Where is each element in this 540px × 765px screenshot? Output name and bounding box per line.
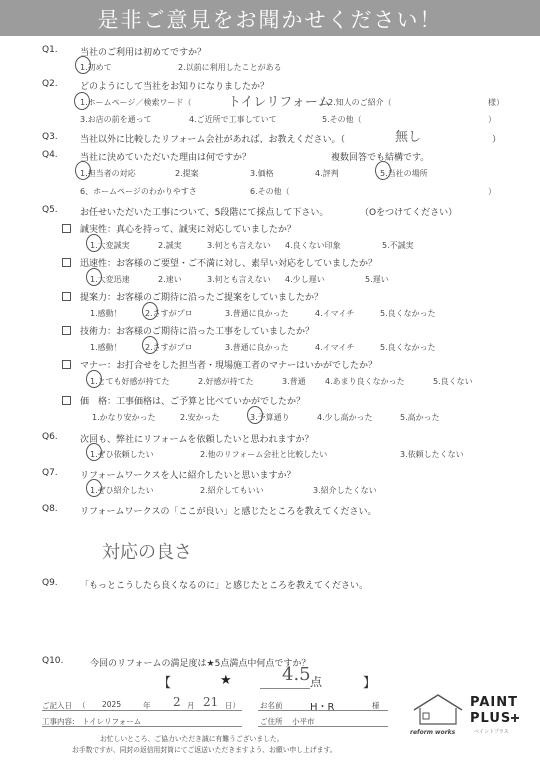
q1-question: 当社のご利用は初めてですか？ <box>80 48 207 58</box>
q5-option[interactable]: 1.感動！ <box>90 309 122 318</box>
q2-question: どのようにして当社をお知りになりましたか？ <box>80 82 270 92</box>
address-label: ご住所 <box>260 717 283 726</box>
q5-option[interactable]: 3.何とも言えない <box>207 275 271 284</box>
date-month-unit: 月 <box>187 701 195 710</box>
q4-option-5[interactable]: 5.当社の場所 <box>380 169 428 178</box>
paint-plus-logo-line2: PLUS <box>470 711 512 726</box>
q2-circle-mark <box>74 92 90 110</box>
q5-circle-mark <box>247 406 263 424</box>
q10-number: Q10. <box>42 656 64 666</box>
q5-item-question: 価 格：工事価格は、ご予算と比べていかがでしたか？ <box>80 397 306 407</box>
q5-option[interactable]: 2.さすがプロ <box>145 343 193 352</box>
q1-option-1[interactable]: 1.初めて <box>80 63 112 72</box>
q5-item-question: 迅速性：お客様のご要望・ご不満に対し、素早い対応をしていましたか？ <box>80 259 378 269</box>
q8-handwritten-answer: 対応の良さ <box>102 542 192 563</box>
q5-option[interactable]: 2.さすがプロ <box>145 309 193 318</box>
q6-circle-mark <box>86 443 102 461</box>
reform-works-logo: reform works <box>410 729 456 736</box>
q2-number: Q2. <box>42 79 58 89</box>
q5-option[interactable]: 1.大変迅速 <box>90 275 130 284</box>
q2-handwritten-keyword: トイレリフォーム <box>228 95 331 110</box>
date-year: 2025 <box>102 700 122 709</box>
footer-return-note: お手数ですが、同封の返信用封筒にてご返送いただきますよう、お願い申し上げます。 <box>72 746 337 754</box>
q2-option-5-end: ） <box>488 115 496 124</box>
paint-plus-logo-line1: PAINT <box>470 695 518 710</box>
q5-item-checkbox[interactable] <box>62 396 71 405</box>
address-underline <box>258 726 388 727</box>
q7-number: Q7. <box>42 468 58 478</box>
q10-unit: 点 <box>310 675 323 689</box>
address-value: 小平市 <box>292 717 315 726</box>
name-underline <box>258 710 388 711</box>
q8-number: Q8. <box>42 504 58 514</box>
q2-option-2[interactable]: ）2.知人のご紹介（ <box>320 98 392 107</box>
q5-circle-mark <box>86 268 102 286</box>
q4-circle-mark-1 <box>75 161 91 180</box>
q3-end: ） <box>492 135 502 145</box>
q5-option[interactable]: 3.予算通り <box>250 413 290 422</box>
q5-item-checkbox[interactable] <box>62 224 71 233</box>
q5-circle-mark <box>86 234 102 252</box>
q10-bracket-close: 】 <box>363 676 377 691</box>
q5-option[interactable]: 5.不誠実 <box>382 241 414 250</box>
q5-item-checkbox[interactable] <box>62 292 71 301</box>
paint-plus-logo-sub: ペイントプラス <box>474 729 509 735</box>
q5-option[interactable]: 5.高かった <box>400 413 440 422</box>
q5-item-question: 技術力：お客様のご期待に沿った工事をしていましたか？ <box>80 327 315 337</box>
page-title: 是非ご意見をお聞かせください！ <box>97 8 443 32</box>
q2-option-5[interactable]: 5.その他（ <box>322 115 362 124</box>
q10-question: 今回のリフォームの満足度は★5点満点中何点ですか？ <box>90 659 311 669</box>
q2-option-1[interactable]: 1.ホームページ／検索ワード（ <box>80 98 192 107</box>
work-underline <box>42 726 242 727</box>
q9-number: Q9. <box>42 578 58 588</box>
q5-option[interactable]: 5.良くなかった <box>380 343 436 352</box>
q6-question: 次回も、弊社にリフォームを依頼したいと思われますか？ <box>80 435 314 445</box>
q5-option[interactable]: 4.イマイチ <box>315 309 355 318</box>
q6-option-3[interactable]: 3.依頼したくない <box>400 450 464 459</box>
q5-option[interactable]: 5.遅い <box>365 275 389 284</box>
q5-item-checkbox[interactable] <box>62 326 71 335</box>
q2-option-3[interactable]: 3.お店の前を通って <box>80 115 152 124</box>
work-label: 工事内容: <box>42 717 75 726</box>
q3-question: 当社以外に比較したリフォーム会社があれば、お教えください。（ <box>80 135 346 145</box>
q4-option-1[interactable]: 1.担当者の対応 <box>80 169 136 178</box>
q5-item-question: 提案力：お客様のご期待に沿ったご提案をしていましたか？ <box>80 293 324 303</box>
date-day: 21 <box>203 695 219 709</box>
q5-option[interactable]: 4.良くない印象 <box>285 241 341 250</box>
q7-option-3[interactable]: 3.紹介したくない <box>313 486 377 495</box>
q4-option-4[interactable]: 4.評判 <box>315 169 339 178</box>
date-underline <box>42 710 242 711</box>
q4-circle-mark-5 <box>375 161 391 180</box>
q2-option-2-end: 様） <box>488 98 504 107</box>
q5-option[interactable]: 3.普通に良かった <box>225 309 289 318</box>
q1-circle-mark <box>75 56 91 74</box>
q4-option-6[interactable]: 6、ホームページのわかりやすさ <box>80 187 197 196</box>
q6-option-1[interactable]: 1.ぜひ依頼したい <box>90 450 154 459</box>
q5-option[interactable]: 1.大変誠実 <box>90 241 130 250</box>
q5-option[interactable]: 5.良くない <box>433 377 473 386</box>
q2-option-4[interactable]: 4.ご近所で工事していて <box>189 115 277 124</box>
date-month: 2 <box>173 695 181 709</box>
q6-number: Q6. <box>42 432 58 442</box>
q8-question: リフォームワークスの「ここが良い」と感じたところを教えてください。 <box>80 507 377 517</box>
q5-question: お任せいただいた工事について、5段階にて採点して下さい。 <box>80 208 329 218</box>
q10-score: 4.5 <box>282 664 311 685</box>
q1-number: Q1. <box>42 45 58 55</box>
name-label: お名前 <box>260 701 283 710</box>
date-year-unit: 年 <box>143 701 151 710</box>
q5-number: Q5. <box>42 205 58 215</box>
name-value: H・R <box>310 702 335 713</box>
q4-option-2[interactable]: 2.提案 <box>175 169 199 178</box>
name-suffix: 様 <box>372 701 380 710</box>
date-open: （ <box>78 701 86 710</box>
q7-circle-mark <box>86 479 102 497</box>
q7-option-2[interactable]: 2.紹介してもいい <box>200 486 264 495</box>
q10-score-underline <box>260 688 310 689</box>
q5-option[interactable]: 1.感動！ <box>90 343 122 352</box>
q5-option[interactable]: 1.かなり安かった <box>92 413 156 422</box>
q5-option[interactable]: 4.少し高かった <box>317 413 373 422</box>
q5-item-question: マナー：お打合せをした担当者・現場施工者のマナーはいかがでしたか？ <box>80 361 378 371</box>
q4-option-3[interactable]: 3.価格 <box>250 169 274 178</box>
work-value: トイレリフォーム <box>82 717 142 726</box>
q4-note: 複数回答でも結構です。 <box>331 153 430 163</box>
q5-circle-mark <box>142 336 158 354</box>
q5-note: （Oをつけてください） <box>360 208 458 218</box>
star-icon: ★ <box>220 673 232 688</box>
q5-item-question: 誠実性：真心を持って、誠実に対応していましたか？ <box>80 225 296 235</box>
plus-icon <box>510 713 520 723</box>
q5-option[interactable]: 3.普通に良かった <box>225 343 289 352</box>
q5-circle-mark <box>142 302 158 320</box>
q4-option-other-end: ） <box>488 187 496 196</box>
footer-thanks: お忙しいところ、ご協力いただき誠に有難うございました。 <box>100 735 284 743</box>
q5-option[interactable]: 2.速い <box>158 275 182 284</box>
q5-item-checkbox[interactable] <box>62 360 71 369</box>
q9-question: 「もっとこうしたら良くなるのに」と感じたところを教えてください。 <box>80 581 369 591</box>
reform-works-house-icon <box>410 692 466 726</box>
q10-bracket-open: 【 <box>158 676 172 691</box>
q7-option-1[interactable]: 1.ぜひ紹介したい <box>90 486 154 495</box>
q5-circle-mark <box>86 370 102 388</box>
q5-option[interactable]: 4.あまり良くなかった <box>325 377 405 386</box>
q6-option-2[interactable]: 2.他のリフォーム会社と比較したい <box>200 450 328 459</box>
q5-option[interactable]: 2.誠実 <box>158 241 182 250</box>
q5-option[interactable]: 1.とても好感が持てた <box>90 377 170 386</box>
q7-question: リフォームワークスを人に紹介したいと思いますか？ <box>80 471 296 481</box>
q5-option[interactable]: 3.何とも言えない <box>207 241 271 250</box>
q3-number: Q3. <box>42 132 58 142</box>
q5-option[interactable]: 4.少し遅い <box>285 275 325 284</box>
q5-option[interactable]: 2.安かった <box>180 413 220 422</box>
q4-option-other[interactable]: 6.その他（ <box>250 187 290 196</box>
q5-option[interactable]: 3.普通 <box>282 377 306 386</box>
q1-option-2[interactable]: 2.以前に利用したことがある <box>178 63 282 72</box>
q5-option[interactable]: 2.好感が持てた <box>198 377 254 386</box>
q5-item-checkbox[interactable] <box>62 258 71 267</box>
q5-option[interactable]: 5.良くなかった <box>380 309 436 318</box>
date-day-unit: 日） <box>225 701 240 710</box>
q4-number: Q4. <box>42 150 58 160</box>
q4-question: 当社に決めていただいた理由は何ですか？ <box>80 153 252 163</box>
q3-handwritten-answer: 無し <box>395 130 422 145</box>
date-label: ご記入日 <box>42 701 72 710</box>
q5-option[interactable]: 4.イマイチ <box>315 343 355 352</box>
